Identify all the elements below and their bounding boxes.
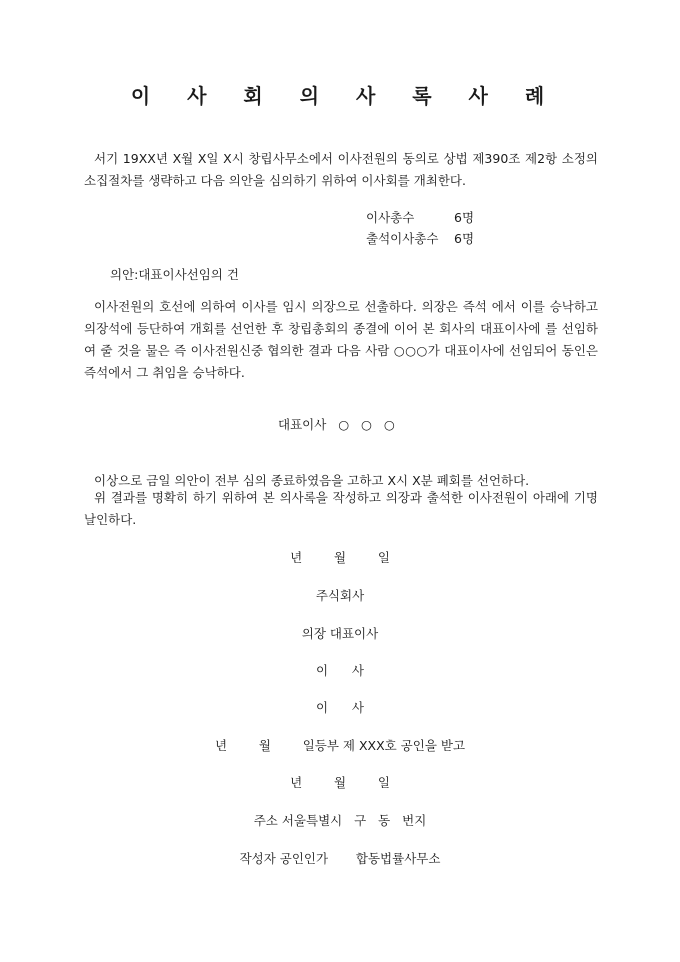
company-name: 주식회사 bbox=[315, 588, 365, 603]
attending-directors-label: 출석이사총수 bbox=[366, 231, 439, 246]
directors-total-value: 6명 bbox=[454, 210, 475, 225]
director-signature-2: 이 사 bbox=[316, 700, 364, 715]
chair-representative: 의장 대표이사 bbox=[301, 626, 379, 641]
directors-total-label: 이사총수 bbox=[366, 210, 415, 225]
director-signature-1: 이 사 bbox=[316, 663, 364, 678]
closing-paragraph: 위 결과를 명확히 하기 위하여 본 의사록을 작성하고 의장과 출석한 이사전원이 아래에 기명날인하다. bbox=[84, 490, 598, 527]
author-office: 작성자 공인인가 합동법률사무소 bbox=[239, 851, 441, 866]
signature-date: 년 월 일 bbox=[290, 550, 390, 565]
agenda-item: 의안:대표이사선임의 건 bbox=[110, 267, 239, 282]
notary-address: 주소 서울특별시 구 동 번지 bbox=[253, 813, 427, 828]
attending-directors-value: 6명 bbox=[454, 231, 475, 246]
intro-paragraph: 서기 19XX년 X월 X일 X시 창립사무소에서 이사전원의 동의로 상법 제390조 제2항 소정의 소집절차를 생략하고 다음 의안을 심의하기 위하여 이사회를 개최한다. bbox=[84, 151, 598, 188]
closing-statement: 이상으로 금일 의안이 전부 심의 종료하였음을 고하고 X시 X분 폐회를 선언하다. bbox=[94, 473, 530, 488]
notary-date: 년 월 일 bbox=[290, 775, 390, 790]
document-title: 이 사 회 의 사 록 사 례 bbox=[130, 84, 560, 108]
representative-line: 대표이사 ○ ○ ○ bbox=[278, 417, 395, 432]
resolution-paragraph: 이사전원의 호선에 의하여 이사를 임시 의장으로 선출하다. 의장은 즉석 에서 이를 승낙하고 의장석에 등단하여 개회를 선언한 후 창립총회의 종결에 이어 본 회사의 대표이사에 를 선임하여 줄 것을 물은 즉 이사전원신중 협의한 결과 다음 사람 ○○○가 대표이사에 선임되어 동인은 즉석에서 그 취임을 승낙하다. bbox=[84, 299, 598, 380]
notary-registration: 년 월 일등부 제 XXX호 공인을 받고 bbox=[214, 738, 466, 753]
